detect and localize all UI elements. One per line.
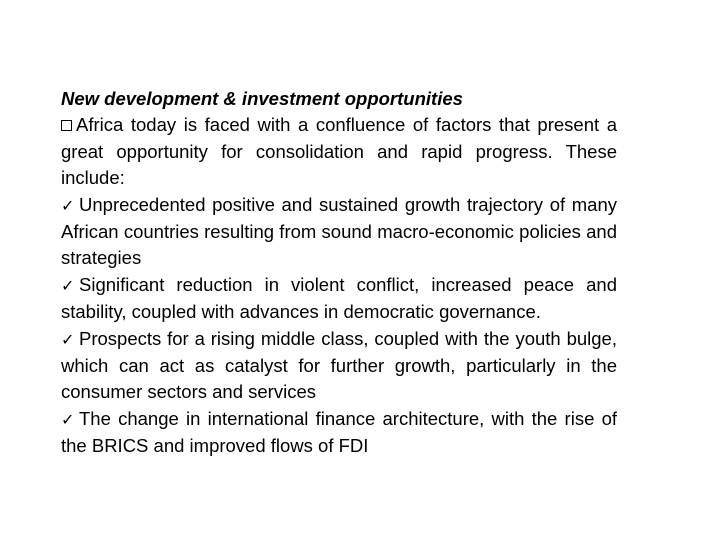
checkmark-icon: ✓ (61, 195, 75, 215)
list-item (61, 192, 617, 272)
intro-paragraph (61, 112, 617, 191)
list-item-text: Unprecedented positive and sustained growth trajectory of many African countries resulting from sound macro-economic policies and strategies (61, 193, 617, 269)
list-item (61, 272, 617, 326)
list-item (61, 406, 617, 460)
slide-content (61, 86, 617, 460)
square-bullet-icon (61, 120, 72, 131)
list-item (61, 326, 617, 406)
intro-text: Africa today is faced with a confluence of factors that present a great opportunity for consolidation and rapid progress. These include: (61, 114, 617, 189)
list-item-text: Prospects for a rising middle class, coupled with the youth bulge, which can act as catalyst for further growth, particularly in the consumer sectors and services (61, 327, 617, 403)
checkmark-icon: ✓ (61, 409, 75, 429)
checkmark-icon: ✓ (61, 329, 75, 349)
list-item-text: Significant reduction in violent conflict, increased peace and stability, coupled with advances in democratic governance. (61, 273, 617, 323)
list-item-text: The change in international finance architecture, with the rise of the BRICS and improved flows of FDI (61, 407, 617, 457)
checkmark-icon: ✓ (61, 275, 75, 295)
slide-title: New development & investment opportunities (61, 88, 463, 109)
